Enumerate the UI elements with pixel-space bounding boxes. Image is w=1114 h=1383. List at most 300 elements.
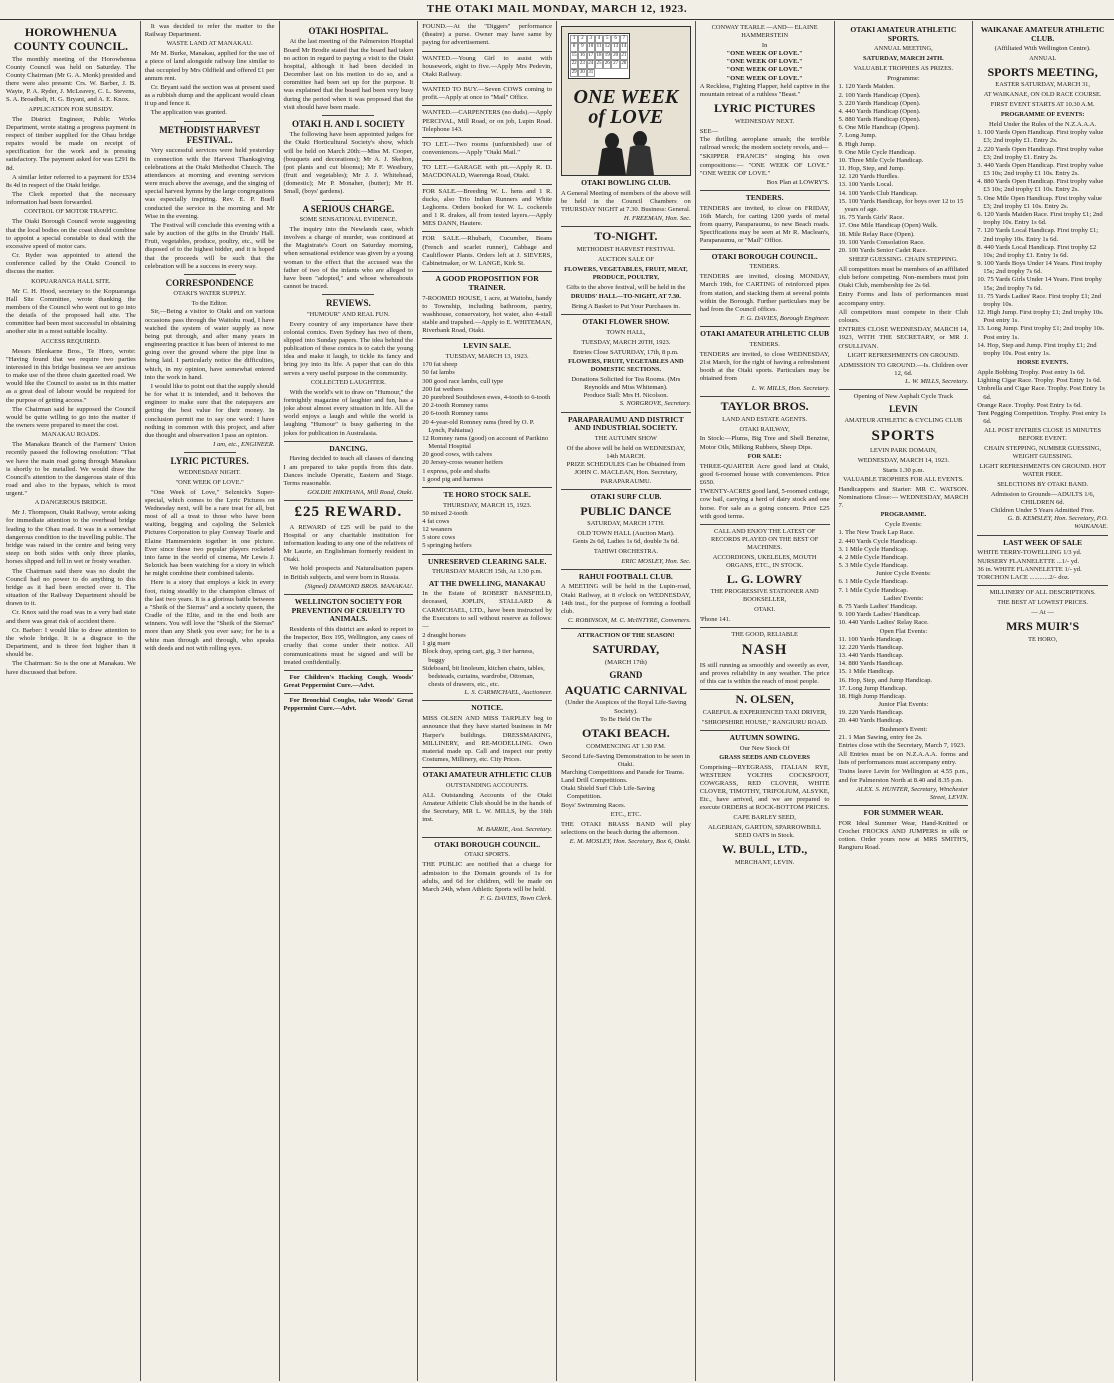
calendar-day: 1 bbox=[570, 35, 578, 43]
ad-heading: WAIKANAE AMATEUR ATHLETIC CLUB. bbox=[980, 25, 1105, 43]
ad-heading: £25 REWARD. bbox=[294, 504, 403, 521]
subheading: VALUABLE TROPHIES AS PRIZES. bbox=[853, 65, 954, 73]
list-item: 200 fat wethers bbox=[422, 385, 463, 393]
divider bbox=[284, 441, 414, 442]
ad-signature: (Signed) DIAMOND BROS. MANAKAU. bbox=[305, 582, 414, 590]
ad-heading: SATURDAY, bbox=[592, 642, 660, 657]
ad-heading: OTAKI AMATEUR ATHLETIC SPORTS. bbox=[850, 25, 957, 43]
classified-ad: WANTED.—CARPENTERS (no duds).—Apply PERCIVAL, Mill Road, or on job, Lupin Road. Telephone 143. bbox=[422, 109, 552, 133]
article-text: The Manakau Branch of the Farmers' Union recently passed the following resolution: "That we have the main road going through Manakau is shortly to be metalled. We would draw the Council's attention to the dangerous state of this road and also to the bypass, which is most urgent." bbox=[6, 441, 136, 498]
list-item: 11. 100 Yards Handicap. bbox=[838, 635, 904, 643]
classified-ad: Comprising—RYEGRASS, ITALIAN RYE, WESTERN YOLTHS COCKSFOOT, COWGRASS, RED CLOVER, WHITE CLOVER, TIMOTHY, TRIFOLIUM, ALSYKE, Etc., have arrived, and we are prepared to execute ORDERS at ROCK-BOTTOM PRICES. bbox=[699, 763, 830, 812]
article-heading: HOROWHENUA COUNTY COUNCIL. bbox=[13, 25, 128, 53]
subheading: FLOWERS, VEGETABLES, FRUIT, MEAT, PRODUCE, POULTRY, bbox=[564, 266, 688, 282]
subheading: THE PROGRESSIVE STATIONER AND BOOKSELLER, bbox=[710, 588, 819, 604]
classified-ad: Trains leave Levin for Wellington at 4.55 p.m., and for Palmerston North at 8.40 and 8.35 p.m. bbox=[838, 768, 969, 784]
ad-text: Gifts to the above festival, will be held in the bbox=[566, 283, 686, 291]
classified-ad: 7-ROOMED HOUSE, 1 acre, at Waitohu, handy to Township, including bathroom, pantry, washhouse, conservatory, hot water, also 4-stall stable and trapshed.—Apply to E. WHITEMAN, Riverbank Road, Otaki. bbox=[422, 294, 552, 335]
calendar-day: 17 bbox=[587, 52, 595, 60]
list-item: 10. 75 Yards Girls Under 14 Years. First trophy 15s; 2nd trophy 7s 6d. bbox=[977, 276, 1102, 292]
ad-heading: L. G. LOWRY bbox=[726, 571, 803, 586]
list-item: 2. 100 Yards Handicap (Open). bbox=[838, 91, 921, 99]
ad-text: Produce Stall: Mrs H. Nicolson. bbox=[583, 392, 669, 400]
subheading: AUCTION SALE OF bbox=[597, 256, 654, 264]
divider bbox=[284, 594, 414, 595]
divider bbox=[561, 628, 691, 629]
classified-ad: TENDERS are invited, to close WEDNESDAY, 21st March, for the right of having a refreshment booth at the Otaki sports. Particulars may be obtained from bbox=[699, 350, 830, 383]
ad-text: Of the above will be held on WEDNESDAY, 14th MARCH. bbox=[566, 444, 686, 461]
list-item: 11. Hop, Step, and Jump. bbox=[838, 165, 905, 173]
classified-ad: TO LET.—Two rooms (unfurnished) use of conveniences.—Apply "Otaki Mail." bbox=[422, 140, 552, 157]
list-item: 5. 880 Yards Handicap (Open). bbox=[838, 116, 921, 124]
column-7 bbox=[835, 21, 974, 1381]
divider bbox=[184, 121, 236, 122]
ad-text: SEE— bbox=[699, 127, 719, 135]
film-advert-illustration bbox=[561, 26, 691, 176]
classified-ad: WANTED TO BUY.—Seven COWS coming to profit.—Apply at once to "Mail" Office. bbox=[422, 86, 552, 102]
list-item: 20 6-tooth Romney rams bbox=[422, 410, 488, 418]
ad-heading: W. BULL, LTD., bbox=[722, 841, 808, 856]
subheading: PROGRAMME. bbox=[880, 511, 927, 519]
ad-heading: LEVIN bbox=[889, 404, 918, 415]
subheading: MILLINERY OF ALL DESCRIPTIONS. bbox=[989, 589, 1096, 597]
list-item: 10. Three Mile Cycle Handicap. bbox=[838, 156, 924, 164]
couple-silhouette-icon bbox=[562, 127, 691, 176]
ad-heading: FOR SUMMER WEAR. bbox=[863, 808, 944, 818]
classified-ad: "SKIPPER FRANCIS" singing his own compositions:— "ONE WEEK OF LOVE." "ONE WEEK OF LOVE." bbox=[699, 153, 830, 177]
subheading: WEDNESDAY, MARCH 14, 1923. bbox=[857, 456, 949, 464]
list-item: Land Drill Competitions. bbox=[561, 777, 628, 785]
list-item: Sideboard, bit linoleum, kitchen chairs, tables, bedsteads, curtains, wardrobe, Ottoman, chests of drawers, etc., etc. bbox=[422, 664, 545, 689]
subheading: WEDNESDAY NIGHT. bbox=[178, 468, 241, 476]
subheading: LEVIN PARK DOMAIN, bbox=[870, 446, 937, 454]
list-item: 50 mixed 2-tooth bbox=[422, 509, 468, 517]
subheading: AT WAIKANAE, ON OLD RACE COURSE. bbox=[983, 91, 1102, 99]
subheading: CALL AND ENJOY THE LATEST OF RECORDS PLAYED ON THE BEST OF MACHINES. bbox=[710, 527, 819, 551]
list-item: 20. 440 Yards Handicap. bbox=[838, 717, 904, 725]
ad-heading: OTAKI AMATEUR ATHLETIC CLUB bbox=[700, 329, 830, 339]
divider bbox=[284, 500, 414, 501]
sale-list bbox=[977, 549, 1108, 582]
classified-ad: All competitors must compete in their Club colours. bbox=[838, 308, 969, 324]
ad-text: Ladies' Events: bbox=[883, 594, 924, 602]
ad-text: Our New Stock Of bbox=[739, 744, 790, 752]
article-text: The District Engineer, Public Works Department, wrote stating a progress payment in respect of timber supplied for the Ohau bridge repairs would be made on receipt of specification for the work and is pressing satisfactory. The payment asked for was £291 8s 8d. bbox=[6, 115, 136, 172]
ad-signature: L. W. MILLS, Secretary. bbox=[905, 377, 969, 385]
ad-text: Entries Close SATURDAY, 17th, 8 p.m. bbox=[573, 348, 679, 356]
ad-signature: L. W. MILLS, Hon. Secretary. bbox=[751, 384, 830, 392]
article-text: Mr J. Thompson, Otaki Railway, wrote asking for immediate attention to the overhead bridge leading to the Ohau road. It was in a somewhat dangerous condition to the travelling public. The bridge was raised in the centre and being very steep on both sides with only three planks, horses slipped and fell in wet or frosty weather. bbox=[6, 509, 136, 566]
list-item: 13. 100 Yards Local. bbox=[838, 181, 894, 189]
list-item: 8. 75 Yards Ladies' Handicap. bbox=[838, 603, 918, 610]
divider bbox=[561, 569, 691, 570]
calendar-day: 11 bbox=[595, 43, 603, 51]
programme-list bbox=[839, 83, 969, 255]
ad-text: Cycle Events: bbox=[884, 521, 922, 529]
subheading: FOR SALE: bbox=[747, 452, 782, 460]
ad-text: Second Life-Saving Demonstration to be seen in Otaki. bbox=[561, 752, 690, 768]
divider bbox=[422, 160, 552, 161]
calendar-day: 23 bbox=[578, 60, 586, 68]
subheading: THE BEST AT LOWEST PRICES. bbox=[997, 598, 1088, 606]
programme-list bbox=[977, 369, 1108, 426]
ad-text: 'Phone 141. bbox=[699, 616, 731, 624]
classified-ad: Entry Forms and lists of performances must accompany entry. bbox=[838, 291, 969, 307]
classified-ad: TWENTY-ACRES good land, 5-roomed cottage, cow bail, carrying a herd of dairy stock and one horse. For sale as a going concern. Price £25 with good terms. bbox=[699, 488, 830, 520]
subheading: WASTE LAND AT MANAKAU. bbox=[166, 40, 253, 48]
divider bbox=[700, 396, 830, 397]
ad-heading: LYRIC PICTURES bbox=[714, 101, 816, 116]
classified-ad: THREE-QUARTER Acre good land at Otaki, good 6-roomed house with conveniences. Price £650. bbox=[699, 462, 830, 487]
list-item: 50 fat lambs bbox=[422, 369, 455, 377]
subheading: ANNUAL MEETING, bbox=[874, 45, 933, 53]
divider bbox=[700, 524, 830, 525]
article-text: Messrs Blenkarne Bros., Te Horo, wrote: "Having found that we require two parties interested in this bridge business we are anxious to make use of the three chain gazetted road. We would like the Council to assist us in this matter as a great deal of labour would be required for the purpose of getting access." bbox=[6, 347, 136, 404]
programme-list bbox=[839, 636, 969, 701]
classified-ad: FOR Ideal Summer Wear, Hand-Knitted or Crochet FROCKS AND JUMPERS in silk or cotton. Order yours now at MRS SMITH'S, Rangiuru Road. bbox=[838, 819, 969, 852]
list-item: NURSERY FLANNELETTE ...1/- yd. bbox=[977, 557, 1080, 565]
signature: I am, etc., ENGINEER. bbox=[213, 441, 275, 449]
list-item: 6. 1 Mile Cycle Handicap. bbox=[838, 578, 909, 586]
sale-list bbox=[422, 632, 552, 689]
article-text: Here is a story that employs a kick in every foot, rising steadily to the champion climax of the last two years. It is a glorious battle between a "Sheik of the Sierras" and a society queen, the Cradle of the Elite, and in the end both are winners. You will love the "Sheik of the Sierras" more than any Sheik you ever saw; for he is a white man through and through, who speaks with deeds and not with rolling eyes. bbox=[144, 579, 275, 652]
article-text: At the last meeting of the Palmerston Hospital Board Mr Brodie stated that the board had taken no action in regard to paying a visit to the Otaki hospital, although it had been decided in December last on his motion to do so, and a committee had been set up for the purpose. It was explained that the board had been very busy during the period when it was proposed that the visit should have been made. bbox=[283, 38, 414, 111]
column-5 bbox=[557, 21, 696, 1381]
list-item: 9. One Mile Cycle Handicap. bbox=[838, 148, 916, 156]
subheading: SOME SENSATIONAL EVIDENCE. bbox=[299, 215, 398, 223]
article-heading: LYRIC PICTURES. bbox=[170, 456, 249, 467]
list-item: 3. 220 Yards Handicap (Open). bbox=[838, 99, 921, 107]
calendar-day: 7 bbox=[620, 35, 628, 43]
calendar-day: 12 bbox=[603, 43, 611, 51]
film-title-lettering: ONE WEEK of LOVE bbox=[573, 86, 679, 128]
ad-signature: E. M. MOSLEY, Hon. Secretary, Box 6, Otaki. bbox=[569, 838, 691, 846]
classified-ad: FOR SALE.—Rhubarb, Cucumber, Beans (French and scarlet runner), Cabbage and Cauliflower Plants. Orders left at J. SIEVERS, Cabinetmaker, or W. LANGE, Kirk St. bbox=[422, 235, 552, 267]
subheading: "HUMOUR" AND REAL FUN. bbox=[307, 310, 390, 318]
article-text: Cr. Knox said the road was in a very bad state and there was great risk of accident there. bbox=[6, 609, 136, 625]
list-item: 1. 120 Yards Maiden. bbox=[838, 83, 895, 91]
list-item: 5 store cows bbox=[422, 534, 456, 542]
calendar-day: 26 bbox=[603, 60, 611, 68]
list-item: 9. 100 Yards Ladies' Handicap. bbox=[838, 611, 921, 619]
list-item: 4 fat cows bbox=[422, 517, 450, 525]
divider bbox=[422, 767, 552, 768]
divider bbox=[422, 554, 552, 555]
ad-signature: L. S. CARMICHAEL, Auctioneer. bbox=[464, 689, 552, 697]
list-item: 18. Mile Relay Race (Open). bbox=[838, 230, 915, 238]
ad-heading: A GOOD PROPOSITION FOR TRAINER. bbox=[435, 274, 539, 292]
article-text: The Otaki Borough Council wrote suggesting that the local bodies on the coast should combine to appoint a special constable to deal with the excessive speed of motor cars. bbox=[6, 218, 136, 250]
article-text: The Chairman said there was no doubt the Council had no power to do anything to this bridge as it had been erected over it. The situation of the Railway Department should be drawn to it. bbox=[6, 567, 136, 608]
ad-heading: NOTICE. bbox=[471, 703, 504, 713]
article-text: With the world's wit to draw on "Humour," the fortnightly magazine of laughter and fun, has a joke about almost every situation in life. All the world enjoys a laugh and while the world is laughing "Humour" is busy gathering in the jokes for publication in Australasia. bbox=[283, 388, 414, 437]
subheading: AMATEUR ATHLETIC & CYCLING CLUB bbox=[844, 416, 963, 424]
article-text: Mr M. Burke, Manakau, applied for the use of a piece of land alongside railway line similar to that occupied by Mrs Oldfield and offered £1 per annum rent. bbox=[144, 50, 275, 82]
classified-ad: All competitors must be members of an affiliated club before competing. Non-members must join Otaki Club, membership fee 2s 6d. bbox=[838, 265, 969, 290]
ad-signature: H. FREEMAN, Hon. Sec. bbox=[623, 215, 691, 223]
divider bbox=[839, 389, 969, 390]
article-text: "One Week of Love," Selznick's Super-special, which comes to the Lyric Pictures on Wednesday next, will be a rare treat for all, but most of all a treat to those who have been waiting, begging and cajoling the Selznick Pictures Corporation to play Conway Tearle and Elaine Hammerstein together in one picture. Ever since these two popular players rocketed into fame in the world of cinema, Mr Lewis J. Selznick has been watching for a story in which he might combine their combined talents. bbox=[144, 488, 275, 578]
subheading: ACCORDIONS, UKELELES, MOUTH ORGANS, ETC., IN STOCK. bbox=[712, 553, 817, 569]
list-item: 13. Long Jump. First trophy £1; 2nd trophy 10s. Post entry 1s. bbox=[977, 325, 1105, 341]
ad-heading: WELLINGTON SOCIETY FOR PREVENTION OF CRUELTY TO ANIMALS. bbox=[291, 596, 406, 624]
article-text: The Chairman: So is the one at Manakau. We have discussed that before. bbox=[6, 660, 136, 676]
classified-ad: Entries close with the Secretary, March 7, 1923. bbox=[838, 741, 966, 749]
classified-ad: FOR SALE.—Breeding W. L. hens and 1 R. ducks, also Trio Indian Runners and White Leghorns. Orders booked for W. L. cockerels and 1 R. drakes, all from tested layers.—Apply MES DANN, Hautere. bbox=[422, 187, 552, 228]
list-item: 17. Long Jump Handicap. bbox=[838, 684, 907, 692]
divider bbox=[561, 314, 691, 315]
subheading: "SHROPSHIRE HOUSE," RANGIURU ROAD. bbox=[701, 718, 828, 726]
programme-list bbox=[839, 603, 969, 628]
list-item: 1 good pig and harness bbox=[422, 475, 484, 483]
divider bbox=[422, 105, 552, 106]
ad-heading: PUBLIC DANCE bbox=[580, 503, 672, 518]
article-text: A similar letter referred to a payment for £534 8s 4d in respect of the Otaki bridge. bbox=[6, 173, 136, 189]
calendar-day: 15 bbox=[570, 52, 578, 60]
divider bbox=[422, 487, 552, 488]
calendar-day: 14 bbox=[620, 43, 628, 51]
ad-text: To Be Held On The bbox=[599, 715, 652, 723]
list-item: 20 Jersey-cross weaner heifers bbox=[422, 459, 503, 467]
ad-text: Box Plan at LOWRY'S. bbox=[766, 178, 830, 186]
ad-signature: G. B. KEMSLEY, Hon. Secretary, P.O. WAIKANAE. bbox=[1007, 515, 1108, 531]
divider bbox=[700, 689, 830, 690]
subheading: LAND AND ESTATE AGENTS. bbox=[722, 415, 808, 423]
subheading: CAPE BARLEY SEED, bbox=[733, 813, 796, 821]
article-text: Cr. Barber: I would like to draw attention to the whole bridge. It is a disgrace to the Department, and is three feet higher than it should be. bbox=[6, 626, 136, 659]
classified-ad: A MEETING will be held in the Lupin-road, Otaki Railway, at 8 o'clock on WEDNESDAY, 14th inst., for the purpose of forming a football club. bbox=[561, 583, 691, 615]
list-item: 6. One Mile Handicap (Open). bbox=[838, 124, 920, 132]
ad-heading: MRS MUIR'S bbox=[1006, 619, 1080, 634]
ad-text: Residents of this district are asked to report to the Inspector, Box 195, Wellington, any cases of cruelty that come under their notice. All communications must be signed and will be treated confidentially. bbox=[283, 626, 414, 666]
article-text: The following have been appointed judges for the Otaki Horticultural Society's show, which will be held on March 20th:—Miss M. Cooper, (bouquets and decorations); Mr A. J. Skelton, (pot plants and cut blooms); Mr F. Westbury, (fruit and vegetables); Mr J. J. Whitehead, (domestic); Mr P. Monaher, (butter); Mr H. Small, (boys' gardens). bbox=[283, 131, 414, 196]
list-item: 36 in. WHITE FLANNELETTE 1/- yd. bbox=[977, 565, 1082, 573]
film-title-line: "ONE WEEK OF LOVE." bbox=[726, 50, 803, 58]
divider bbox=[284, 693, 414, 694]
ad-heading: AUTUMN SOWING. bbox=[729, 732, 800, 742]
divider bbox=[322, 115, 374, 116]
subheading: TE HORO, bbox=[1028, 635, 1058, 643]
divider bbox=[422, 231, 552, 232]
ad-date: THURSDAY MARCH 15th, At 1.30 p.m. bbox=[431, 568, 543, 576]
subheading: THE AUTUMN SHOW bbox=[594, 435, 657, 442]
classified-ad: FOUND.—At the "Diggers" performance (theatre) a purse. Owner may have same by paying for advertisement. bbox=[422, 23, 552, 47]
list-item: 19. 220 Yards Handicap. bbox=[838, 709, 904, 717]
ad-text: ADMISSION TO GROUND.—Is. Children over 12, 6d. bbox=[838, 361, 969, 377]
subheading: OTAKI RAILWAY, bbox=[739, 425, 790, 433]
ad-heading: RAHUI FOOTBALL CLUB. bbox=[578, 571, 673, 581]
ad-heading: PARAPARAUMU AND DISTRICT AND INDUSTRIAL SOCIETY. bbox=[568, 414, 684, 433]
ad-text: Children Under 5 Years Admitted Free. bbox=[990, 507, 1095, 515]
ad-heading: TAYLOR BROS. bbox=[720, 398, 809, 413]
article-text: The inquiry into the Newlands case, which involves a charge of murder, was continued at the Magistrate's Court on Saturday morning, when sensational evidence was given by a young woman to the effect that the accused was the father of two of the infants who are alleged to have been "adopted," and whose whereabouts cannot be traced. bbox=[283, 225, 414, 291]
list-item: 12. 120 Yards Hurdles. bbox=[838, 173, 899, 181]
divider bbox=[422, 82, 552, 83]
classified-ad: A General Meeting of members of the above will be held in the Council Chambers on THURSDAY NIGHT at 7.30. Business: General. bbox=[561, 189, 691, 214]
masthead: THE OTAKI MAIL MONDAY, MARCH 12, 1923. bbox=[0, 0, 1114, 20]
subheading: ETC., ETC. bbox=[610, 810, 642, 818]
column-2 bbox=[141, 21, 280, 1381]
ad-heading: AT THE DWELLING, MANAKAU bbox=[428, 578, 546, 588]
list-item: Lighting Cigar Race. Trophy. Post Entry 1s 6d. bbox=[977, 377, 1102, 385]
subheading: OUTSTANDING ACCOUNTS. bbox=[445, 781, 529, 789]
ad-text: A REWARD of £25 will be paid to the Hospital or any charitable institution for information leading to any one of the relatives of Mr Laurie, an Englishman formerly resident in Otaki. bbox=[283, 523, 414, 564]
calendar-day: 29 bbox=[570, 69, 578, 77]
article-text: The Clerk reported that the necessary information had been forwarded. bbox=[6, 191, 136, 207]
list-item: 8. High Jump. bbox=[838, 140, 876, 148]
ad-signature: M. BARRIE, Asst. Secretary. bbox=[477, 825, 552, 833]
list-item: Tent Pegging Competition. Trophy. Post entry 1s 6d. bbox=[977, 409, 1107, 426]
ad-text: Having decided to teach all classes of dancing I am prepared to take pupils from this date. Dances include Operatic, Eastern and Stage. Terms reasonable. bbox=[283, 455, 414, 487]
list-item: 9. 100 Yards Boys Under 14 Years. First trophy 15s; 2nd trophy 7s 6d. bbox=[977, 260, 1103, 276]
ad-heading: DANCING. bbox=[329, 443, 368, 453]
ad-date: THURSDAY, MARCH 15, 1923. bbox=[442, 501, 532, 509]
ad-heading: OTAKI AMATEUR ATHLETIC CLUB bbox=[422, 770, 552, 780]
ad-text: Admission to Grounds—ADULTS 1/6, CHILDREN 6d. bbox=[990, 490, 1095, 506]
calendar-day: 16 bbox=[578, 52, 586, 60]
subheading: COMMENCING AT 1.30 P.M. bbox=[586, 742, 666, 750]
list-item: 7. 120 Yards Local Handicap. First trophy £1; 2nd trophy 10s. Entry 1s 6d. bbox=[977, 227, 1099, 243]
divider bbox=[422, 700, 552, 701]
ad-text: Programme: bbox=[887, 75, 920, 83]
divider bbox=[700, 627, 830, 628]
list-item: 14. 880 Yards Handicap. bbox=[838, 660, 904, 668]
ad-text: (Under the Auspices of the Royal Life-Saving Society). bbox=[565, 699, 687, 715]
list-item: 20 4-year-old Romney rams (bred by O. P. Lynch, Pahiatua) bbox=[422, 418, 535, 434]
divider bbox=[422, 837, 552, 838]
ad-text: Donations Solicited for Tea Rooms. (Mrs Reynolds and Miss Whiteman). bbox=[571, 375, 681, 392]
ad-text: Gents 2s 6d, Ladies 1s 6d, double 3s 6d. bbox=[572, 538, 680, 546]
divider bbox=[422, 338, 552, 339]
article-text: Every country of any importance have their colonial comics. Even Sydney has two of them, slipped into Sunday papers. The idea behind the publication of these comics is to catch the young idea and make it laugh, to tickle its fancy and bring joy into its life. A paper that can do this serves a very useful purpose in the community. bbox=[283, 320, 414, 377]
subheading: DRUIDS' HALL—TO-NIGHT, AT 7.30. bbox=[570, 293, 681, 301]
list-item: 15. 1 Mile Handicap. bbox=[838, 668, 895, 676]
list-item: 5. 3 Mile Cycle Handicap. bbox=[838, 562, 909, 570]
list-item: 15. 100 Yards Handicap, for boys over 12 to 15 years of age. bbox=[838, 197, 964, 213]
ad-heading: OTAKI BOWLING CLUB. bbox=[581, 178, 671, 187]
list-item: WHITE TERRY-TOWELLING 1/3 yd. bbox=[977, 549, 1082, 557]
article-text: The Festival will conclude this evening with a sale by auction of the gifts in the Druids' Hall. Fruit, vegetables, produce, poultry, etc., will be disposed of to the highest bidder, and it is hoped that the proceeds will be such that the celebration will be a success in every way. bbox=[144, 221, 275, 270]
ad-signature: S. NORGROVE, Secretary. bbox=[619, 400, 691, 408]
article-text: It was decided to refer the matter to the Railway Department. bbox=[144, 23, 275, 39]
subheading: MANAKAU ROADS. bbox=[41, 431, 100, 439]
subheading: A DANGEROUS BRIDGE. bbox=[34, 499, 107, 507]
ad-text: Bring A Basket to Put Your Purchases in. bbox=[571, 303, 680, 311]
list-item: Block dray, spring cart, gig, 3 tier harness, buggy bbox=[422, 648, 535, 664]
classified-ad: TO LET.—GARAGE with pit.—Apply R. D. MACDONALD, Waerenga Road, Otaki. bbox=[422, 164, 552, 180]
subheading: EASTER SATURDAY, MARCH 31, bbox=[995, 81, 1090, 89]
ad-signature: C. ROBINSON, M. C. McINTYRE, Conveners. bbox=[567, 617, 691, 625]
list-item: 16. Hop, Step, and Jump Handicap. bbox=[838, 676, 933, 684]
subheading: ATTRACTION OF THE SEASON! bbox=[577, 632, 675, 640]
ad-heading: TO-NIGHT. bbox=[594, 229, 658, 244]
ad-text: Open Flat Events: bbox=[879, 627, 928, 635]
classified-ad: ENTRIES CLOSE WEDNESDAY, MARCH 14, 1923, WITH THE SECRETARY, or MR J. O'SULLIVAN. bbox=[838, 326, 969, 350]
list-item: Marching Competitions and Parade for Teams. bbox=[561, 768, 685, 776]
subheading: OTAKI. bbox=[754, 606, 776, 614]
classified-ad: Handicappers and Starter: MR C. WATSON. Nominations Close:— WEDNESDAY, MARCH 7. bbox=[838, 485, 969, 510]
ad-text: Junior Cycle Events: bbox=[875, 570, 931, 578]
list-item: 12. 220 Yards Handicap. bbox=[838, 643, 904, 651]
classified-ad: MISS OLSEN AND MISS TARPLEY beg to announce that they have started business in Mr Harper's buildings. DRESSMAKING, MILLINERY, and RE-MODELLING. Own material made up. Call and inspect our pretty Costumes, Millinery, etc. City Prices. bbox=[422, 715, 552, 764]
ad-heading: UNRESERVED CLEARING SALE. bbox=[427, 556, 547, 566]
divider bbox=[284, 670, 414, 671]
list-item: 14. 100 Yards Club Handicap. bbox=[838, 189, 918, 197]
list-item: Apple Bobbing Trophy. Post entry 1s 6d. bbox=[977, 369, 1086, 377]
list-item: 1. The New Track Lap Race. bbox=[838, 529, 915, 537]
subheading: OTAKI'S WATER SUPPLY. bbox=[173, 290, 246, 298]
classified-ad: TENDERS are invited, closing MONDAY, March 19th, for CARTING of reinforced pipes from station, and stacking them at several points within the Borough. Further particulars may be had from the Council offices. bbox=[699, 273, 830, 313]
list-item: 4. 440 Yards Handicap (Open). bbox=[838, 107, 921, 115]
calendar-day: 18 bbox=[595, 52, 603, 60]
divider bbox=[561, 489, 691, 490]
list-item: 3. 440 Yards Open Handicap. First trophy value £3 10s; 2nd trophy £1 10s. Entry 2s. bbox=[977, 161, 1104, 178]
calendar-day: 5 bbox=[603, 35, 611, 43]
subheading: TENDERS. bbox=[749, 341, 780, 348]
article-heading: CORRESPONDENCE bbox=[165, 277, 254, 288]
programme-list bbox=[839, 529, 969, 570]
article-text: I would like to point out that the supply should be for what it is intended, and it behoves the engineer to make sure that the ratepayers are getting the best value for their money. In conclusion permit me to say one word: I have nothing in common with this project, and after due thought and observation I pass an opinion. bbox=[144, 382, 275, 439]
classified-ad: TENDERS are invited, to close on FRIDAY, 16th March, for carting 1200 yards of metal from quarry, Paraparaumu, to new Beach roads. Specifications may be seen at Mr R. Maclean's, Paraparaumu, or "Mail" Office. bbox=[699, 204, 830, 245]
subheading: LIGHT REFRESHMENTS ON GROUND. bbox=[847, 351, 960, 359]
calendar-day: 27 bbox=[611, 60, 619, 68]
ad-heading: LEVIN SALE. bbox=[463, 341, 511, 351]
subheading: SATURDAY, MARCH 17TH. bbox=[587, 520, 665, 528]
divider bbox=[422, 137, 552, 138]
ad-text: Junior Flat Events: bbox=[878, 701, 929, 709]
article-heading: REVIEWS. bbox=[325, 298, 371, 309]
subheading: KOPUARANGA HALL SITE. bbox=[31, 277, 111, 285]
article-text: Cr. Ryder was appointed to attend the conference called by the Otaki Council to discuss the matter. bbox=[6, 252, 136, 276]
subheading: TENDERS. bbox=[749, 263, 780, 271]
subheading: VALUABLE TROPHIES FOR ALL EVENTS. bbox=[842, 475, 964, 483]
article-heading: OTAKI HOSPITAL. bbox=[308, 26, 389, 36]
list-item: 1. 100 Yards Open Handicap. First trophy value £3; 2nd trophy £1. Entry 2s. bbox=[977, 129, 1104, 145]
column-6 bbox=[696, 21, 835, 1381]
subheading: METHODIST HARVEST FESTIVAL bbox=[576, 246, 675, 254]
article-heading: A SERIOUS CHARGE. bbox=[302, 203, 395, 214]
ad-heading: OTAKI FLOWER SHOW. bbox=[582, 317, 670, 327]
subheading: CONWAY TEARLE —AND— ELAINE HAMMERSTEIN bbox=[711, 24, 818, 39]
calendar-day: 25 bbox=[595, 60, 603, 68]
programme-list bbox=[839, 734, 969, 742]
list-item: 13. 440 Yards Handicap. bbox=[838, 652, 904, 660]
list-item: 17. One Mile Handicap (Open) Walk. bbox=[838, 222, 938, 230]
divider bbox=[561, 226, 691, 227]
article-text: Very successful services were held yesterday in connection with the Harvest Thanksgiving celebrations at the Otaki Methodist Church. The attendances at morning and evening services were much above the average, and the singing of special harvest hymns by the large congregations was especially inspiring. Rev. E. P. Buell conducted the service in the morning and Mr Wise in the evening. bbox=[144, 147, 275, 220]
subheading: ACCESS REQUIRED. bbox=[41, 337, 101, 345]
list-item: Umbrella and Cigar Race. Trophy. Post Entry 1s 6d. bbox=[977, 385, 1105, 401]
list-item: 12 Romney rams (good) on account of Parikino Mental Hospital bbox=[422, 434, 549, 451]
subheading: ANNUAL bbox=[1029, 54, 1057, 62]
list-item: 20 2-tooth Romney rams bbox=[422, 402, 488, 410]
classified-ad: ALL Outstanding Accounts of the Otaki Amateur Athletic Club should be in the hands of the Secretary, MR L. W. MILLS, by the 16th inst. bbox=[422, 791, 552, 824]
ad-date: TUESDAY, MARCH 13, 1923. bbox=[445, 353, 529, 361]
classified-ad: The thrilling aeroplane smash; the terrible railroad wreck; the modern society revels, and— bbox=[699, 135, 830, 152]
list-item: 10. 440 Yards Ladies' Relay Race. bbox=[838, 619, 929, 627]
ad-heading: TE HORO STOCK SALE. bbox=[443, 489, 531, 499]
subheading: ALL POST ENTRIES CLOSE 15 MINUTES BEFORE EVENT. bbox=[984, 427, 1102, 443]
list-item: 11. 75 Yards Ladies' Race. First trophy £1; 2nd trophy 10s. bbox=[977, 292, 1102, 308]
calendar-day: 9 bbox=[578, 43, 586, 51]
divider bbox=[422, 184, 552, 185]
list-item: 5 springing heifers bbox=[422, 542, 472, 550]
calendar-day: 8 bbox=[570, 43, 578, 51]
divider bbox=[561, 412, 691, 413]
subheading: APPLICATION FOR SUBSIDY. bbox=[28, 105, 114, 113]
calendar-day: 19 bbox=[603, 52, 611, 60]
column-1 bbox=[2, 21, 141, 1381]
